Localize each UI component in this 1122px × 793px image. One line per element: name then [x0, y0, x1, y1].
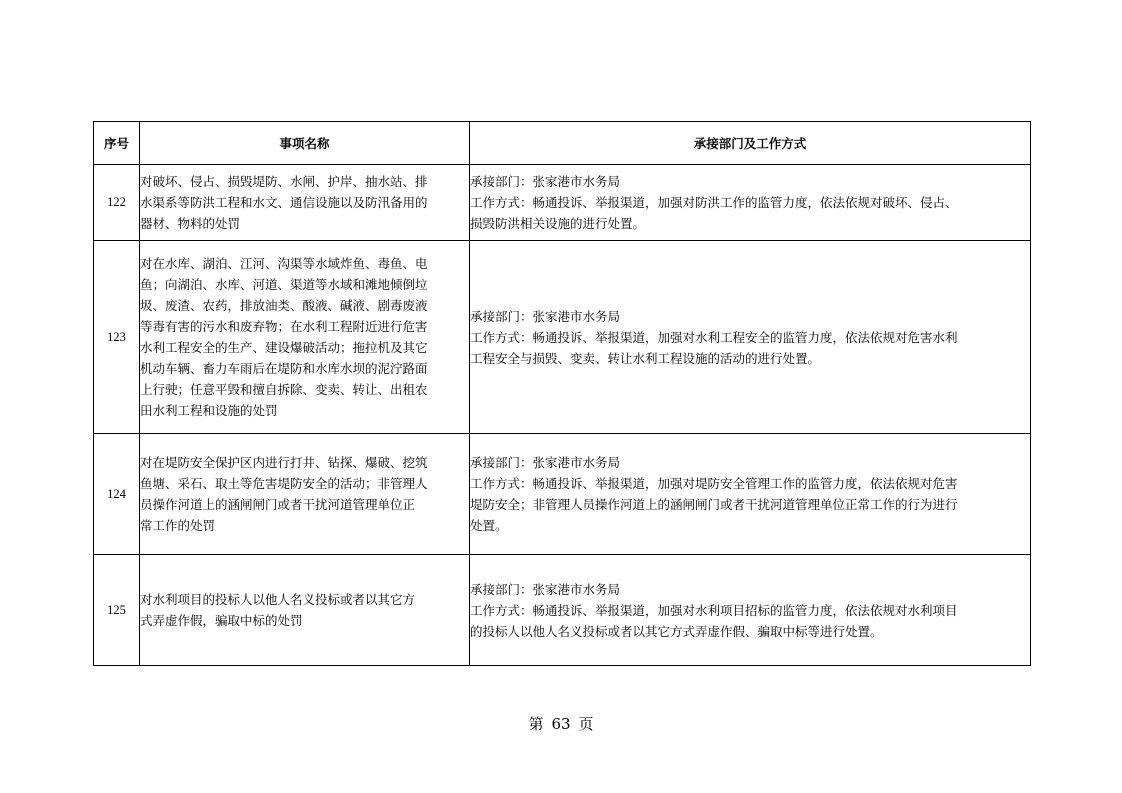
table-header-row	[94, 122, 1031, 165]
dept-line: 堤防安全；非管理人员操作河道上的涵闸闸门或者干扰河道管理单位正常工作的行为进行	[470, 497, 958, 512]
row-seq: 122	[94, 165, 140, 241]
dept-line: 工作方式：畅通投诉、举报渠道，加强对堤防安全管理工作的监管力度，依法依规对危害	[470, 476, 958, 491]
dept-line: 损毁防洪相关设施的进行处置。	[470, 216, 646, 231]
name-line: 对破坏、侵占、损毁堤防、水闸、护岸、抽水站、排	[140, 174, 428, 189]
dept-line: 承接部门：张家港市水务局	[470, 455, 621, 470]
row-seq: 125	[94, 555, 140, 666]
row-seq: 123	[94, 241, 140, 434]
row-item-name	[140, 555, 470, 666]
dept-line: 处置。	[470, 518, 508, 533]
row-dept-method	[470, 165, 1031, 241]
row-dept-method	[470, 555, 1031, 666]
name-line: 等毒有害的污水和废弃物；在水利工程附近进行危害	[140, 319, 428, 334]
header-name: 事项名称	[140, 122, 470, 165]
dept-line: 承接部门：张家港市水务局	[470, 308, 621, 324]
dept-line: 工作方式：畅通投诉、举报渠道，加强对防洪工作的监管力度，依法依规对破坏、侵占、	[470, 195, 958, 210]
table-row	[94, 165, 1031, 241]
page-number-suffix: 页	[578, 715, 594, 733]
name-line: 水利工程安全的生产、建设爆破活动；拖拉机及其它	[140, 340, 428, 355]
dept-line: 工程安全与损毁、变卖、转让水利工程设施的活动的进行处置。	[470, 350, 821, 366]
name-line: 鱼塘、采石、取土等危害堤防安全的活动；非管理人	[140, 476, 428, 491]
page-number-prefix: 第	[528, 715, 544, 733]
row-seq: 124	[94, 434, 140, 555]
name-line: 常工作的处罚	[140, 518, 216, 533]
name-line: 对水利项目的投标人以他人名义投标或者以其它方	[140, 592, 416, 607]
name-line: 鱼；向湖泊、水库、河道、渠道等水域和滩地倾倒垃	[140, 277, 428, 292]
table-row	[94, 241, 1031, 434]
name-line: 对在堤防安全保护区内进行打井、钻探、爆破、挖筑	[140, 455, 428, 470]
row-item-name	[140, 165, 470, 241]
table-row	[94, 434, 1031, 555]
table-row	[94, 555, 1031, 666]
items-table	[93, 121, 1031, 666]
name-line: 圾、废渣、农药，排放油类、酸液、碱液、剧毒废液	[140, 298, 428, 313]
dept-line: 工作方式：畅通投诉、举报渠道，加强对水利项目招标的监管力度，依法依规对水利项目	[470, 602, 958, 618]
name-line: 式弄虚作假，骗取中标的处罚	[140, 613, 303, 628]
name-line: 员操作河道上的涵闸闸门或者干扰河道管理单位正	[140, 497, 416, 512]
row-dept-method	[470, 434, 1031, 555]
name-line: 田水利工程和设施的处罚	[140, 403, 278, 418]
name-line: 机动车辆、畜力车雨后在堤防和水库水坝的泥泞路面	[140, 361, 428, 376]
name-line: 对在水库、湖泊、江河、沟渠等水域炸鱼、毒鱼、电	[140, 256, 428, 271]
dept-line: 的投标人以他人名义投标或者以其它方式弄虚作假、骗取中标等进行处置。	[470, 623, 883, 639]
row-dept-method	[470, 241, 1031, 434]
dept-line: 工作方式：畅通投诉、举报渠道，加强对水利工程安全的监管力度，依法依规对危害水利	[470, 329, 958, 345]
page-number: 63	[551, 715, 571, 733]
name-line: 器材、物料的处罚	[140, 216, 241, 231]
dept-line: 承接部门：张家港市水务局	[470, 581, 621, 597]
header-seq: 序号	[94, 122, 140, 165]
dept-line: 承接部门：张家港市水务局	[470, 174, 621, 189]
page-number-footer	[0, 713, 1122, 734]
row-item-name	[140, 434, 470, 555]
header-dept: 承接部门及工作方式	[470, 122, 1031, 165]
row-item-name	[140, 241, 470, 434]
name-line: 水渠系等防洪工程和水文、通信设施以及防汛备用的	[140, 195, 428, 210]
name-line: 上行驶；任意平毁和擅自拆除、变卖、转让、出租农	[140, 382, 428, 397]
